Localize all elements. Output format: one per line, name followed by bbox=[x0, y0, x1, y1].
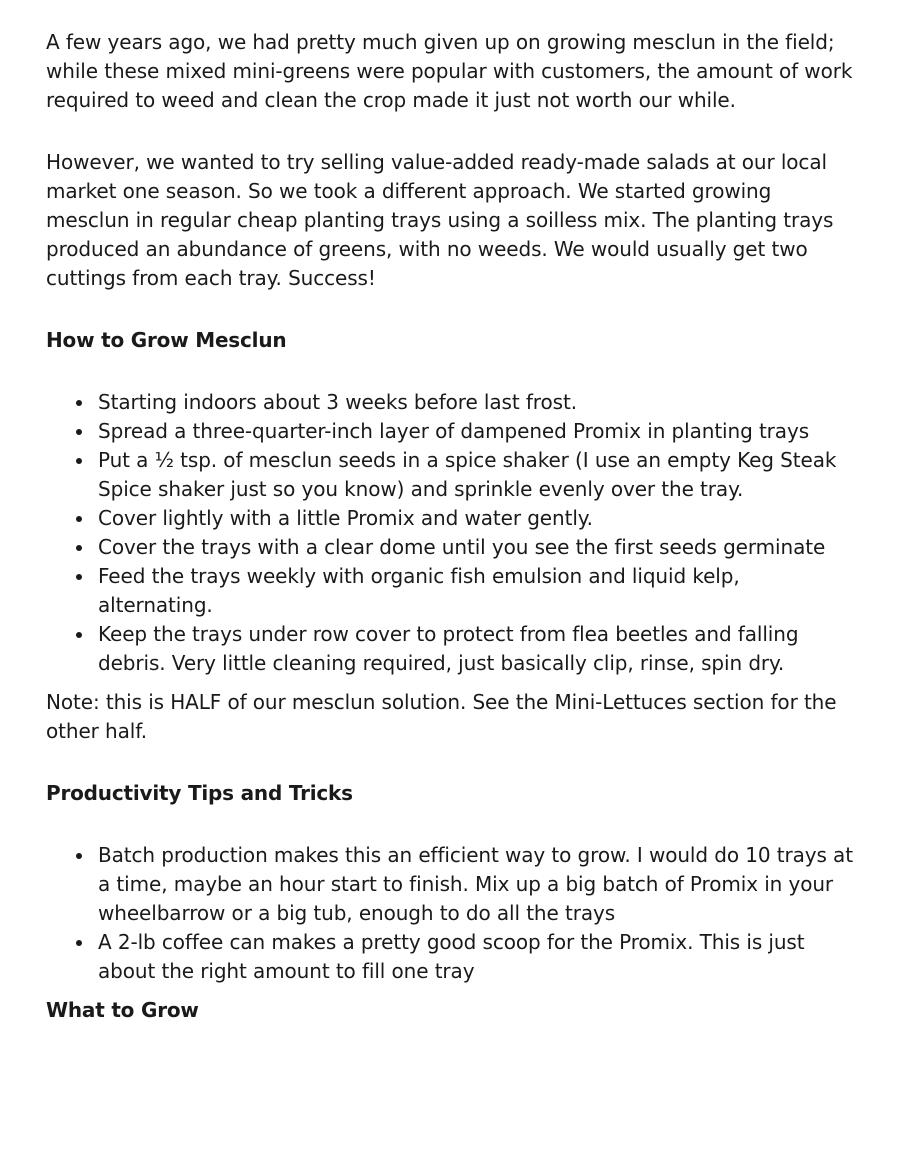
list-item bbox=[46, 388, 854, 417]
bullet-icon bbox=[76, 940, 82, 946]
list-item-text: Keep the trays under row cover to protect from flea beetles and falling debris. Very little cleaning required, just basically clip, rinse, spin dry. bbox=[98, 622, 799, 675]
bullet-icon bbox=[76, 458, 82, 464]
bullet-icon bbox=[76, 853, 82, 859]
list-item-text: Cover the trays with a clear dome until you see the first seeds germinate bbox=[98, 535, 826, 559]
bullet-icon bbox=[76, 429, 82, 435]
bullet-icon bbox=[76, 574, 82, 580]
list-item bbox=[46, 620, 854, 678]
bullet-icon bbox=[76, 545, 82, 551]
list-item-text: A 2-lb coffee can makes a pretty good scoop for the Promix. This is just about the right amount to fill one tray bbox=[98, 930, 805, 983]
how-to-grow-list bbox=[46, 388, 854, 678]
list-item bbox=[46, 928, 854, 986]
list-item bbox=[46, 446, 854, 504]
list-item-text: Spread a three-quarter-inch layer of dampened Promix in planting trays bbox=[98, 419, 810, 443]
list-item bbox=[46, 417, 854, 446]
what-to-grow-heading: What to Grow bbox=[46, 998, 199, 1022]
list-item bbox=[46, 533, 854, 562]
list-item-text: Cover lightly with a little Promix and water gently. bbox=[98, 506, 593, 530]
list-item-text: Batch production makes this an efficient way to grow. I would do 10 trays at a time, maybe an hour start to finish. Mix up a big batch of Promix in your wheelbarrow or a big tub, enough to do all the trays bbox=[98, 843, 853, 925]
how-to-grow-heading: How to Grow Mesclun bbox=[46, 328, 287, 352]
bullet-icon bbox=[76, 400, 82, 406]
list-item bbox=[46, 562, 854, 620]
bullet-icon bbox=[76, 632, 82, 638]
list-item bbox=[46, 504, 854, 533]
list-item-text: Put a ½ tsp. of mesclun seeds in a spice shaker (I use an empty Keg Steak Spice shaker just so you know) and sprinkle evenly over the tray. bbox=[98, 448, 837, 501]
productivity-tips-heading: Productivity Tips and Tricks bbox=[46, 781, 353, 805]
intro-paragraph-1: A few years ago, we had pretty much given up on growing mesclun in the field; while these mixed mini-greens were popular with customers, the amount of work required to weed and clean the crop made it just not worth our while. bbox=[46, 30, 853, 112]
bullet-icon bbox=[76, 516, 82, 522]
list-item-text: Feed the trays weekly with organic fish emulsion and liquid kelp, alternating. bbox=[98, 564, 740, 617]
note-paragraph: Note: this is HALF of our mesclun solution. See the Mini-Lettuces section for the other half. bbox=[46, 690, 837, 743]
list-item bbox=[46, 841, 854, 928]
intro-paragraph-2: However, we wanted to try selling value-added ready-made salads at our local market one season. So we took a different approach. We started growing mesclun in regular cheap planting trays using a soilless mix. The planting trays produced an abundance of greens, with no weeds. We would usually get two cuttings from each tray. Success! bbox=[46, 150, 834, 290]
list-item-text: Starting indoors about 3 weeks before last frost. bbox=[98, 390, 577, 414]
productivity-tips-list bbox=[46, 841, 854, 986]
